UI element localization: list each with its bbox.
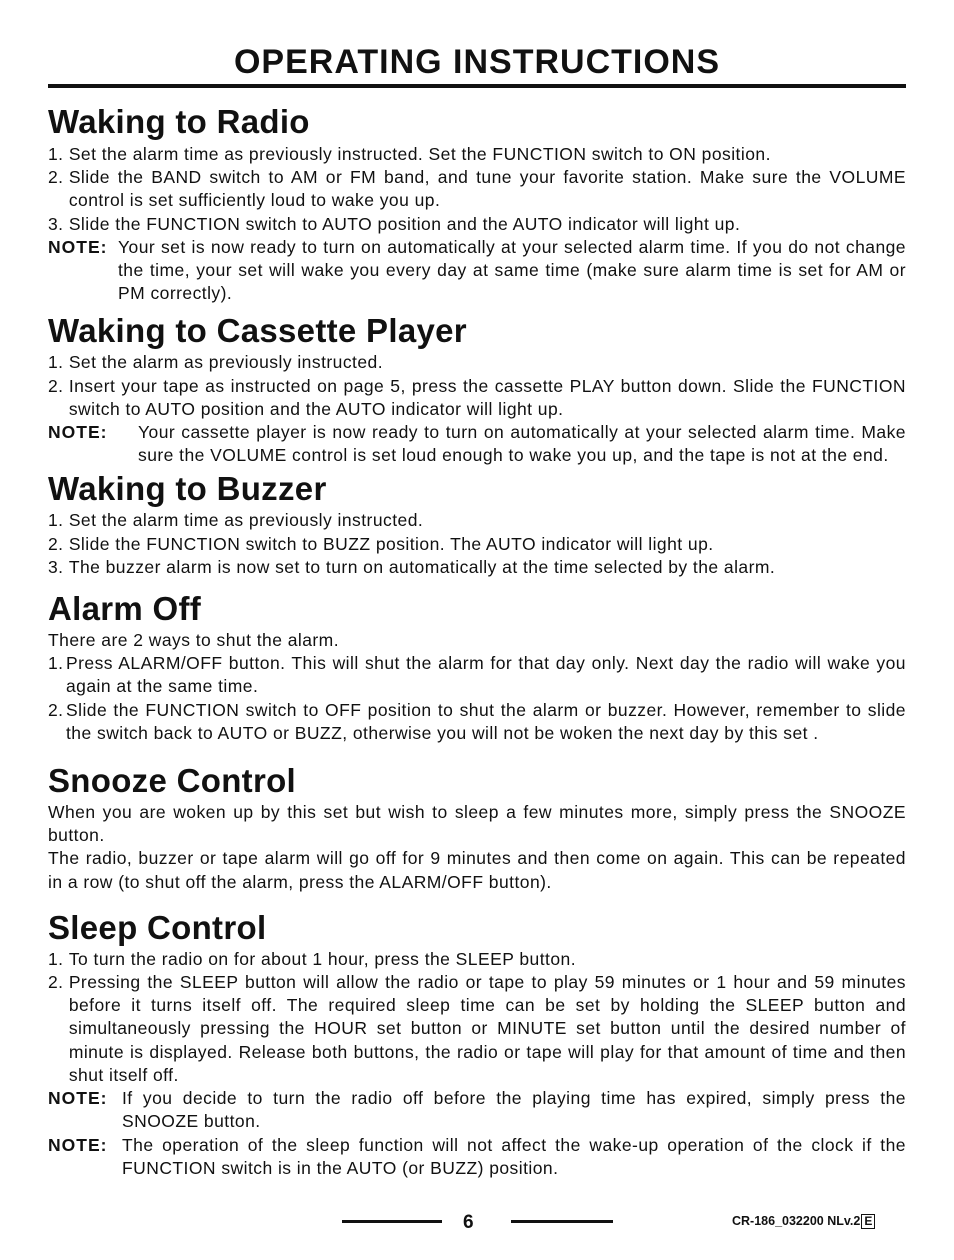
- section-alarm-off: [48, 589, 906, 745]
- list-item: 2. Pressing the SLEEP button will allow the radio or tape to play 59 minutes or 1 hour and 59 minutes before it turns itself off. The required sleep time can be set by holding the SLEEP button and simultaneously pressing the HOUR set button or MINUTE set button until the desired number of minute is displayed. Release both buttons, the radio or tape will play for that amount of time and then shut itself off.: [48, 972, 906, 1085]
- page-title: OPERATING INSTRUCTIONS: [233, 43, 721, 81]
- note: NOTE: The operation of the sleep function will not affect the wake-up operation of the clock if the FUNCTION switch is in the AUTO (or BUZZ) position.: [48, 1134, 906, 1178]
- list-item: 2. Slide the FUNCTION switch to OFF position to shut the alarm or buzzer. However, remember to slide the switch back to AUTO or BUZZ, otherwise you will not be woken the next day by this set .: [48, 699, 906, 743]
- list-item: 2. Insert your tape as instructed on page 5, press the cassette PLAY button down. Slide the FUNCTION switch to AUTO position and the AUTO indicator will light up.: [48, 375, 906, 419]
- footer-rule-right: [511, 1220, 613, 1223]
- paragraph: The radio, buzzer or tape alarm will go off for 9 minutes and then come on again. This can be repeated in a row (to shut off the alarm, press the ALARM/OFF button).: [48, 848, 906, 892]
- list-item: 1. Set the alarm time as previously instructed. Set the FUNCTION switch to ON position.: [48, 144, 771, 164]
- title-rule: [48, 84, 906, 88]
- list-item: 2. Slide the BAND switch to AM or FM band, and tune your favorite station. Make sure the VOLUME control is set sufficiently loud to wake you up.: [48, 167, 906, 211]
- paragraph: When you are woken up by this set but wish to sleep a few minutes more, simply press the SNOOZE button.: [48, 802, 906, 846]
- section-heading: Alarm Off: [48, 590, 202, 628]
- footer-rule-left: [342, 1220, 442, 1223]
- list-item: 1. Press ALARM/OFF button. This will shut the alarm for that day only. Next day the radio will wake you again at the same time.: [48, 653, 906, 697]
- section-sleep-control: [48, 908, 906, 1180]
- page-footer: [0, 1210, 954, 1240]
- section-heading: Snooze Control: [48, 762, 297, 800]
- section-waking-to-radio: [48, 102, 906, 305]
- doc-code: CR-186_032200 NLv.2 E: [732, 1214, 875, 1229]
- section-snooze-control: [48, 761, 906, 894]
- list-item: 1. Set the alarm time as previously instructed.: [48, 510, 424, 531]
- note: NOTE: If you decide to turn the radio off before the playing time has expired, simply press the SNOOZE button.: [48, 1088, 906, 1132]
- intro-text: There are 2 ways to shut the alarm.: [48, 630, 340, 651]
- list-item: 3. Slide the FUNCTION switch to AUTO position and the AUTO indicator will light up.: [48, 213, 741, 234]
- page-number: 6: [463, 1212, 474, 1233]
- list-item: 2. Slide the FUNCTION switch to BUZZ position. The AUTO indicator will light up.: [48, 533, 714, 554]
- section-waking-to-buzzer: [48, 469, 906, 579]
- list-item: 1. To turn the radio on for about 1 hour, press the SLEEP button.: [48, 948, 577, 969]
- list-item: 3. The buzzer alarm is now set to turn on automatically at the time selected by the alarm.: [48, 556, 776, 577]
- section-heading: Waking to Buzzer: [48, 470, 327, 508]
- section-heading: Waking to Cassette Player: [48, 312, 467, 350]
- manual-page: [48, 0, 906, 1180]
- list-item: 1. Set the alarm as previously instructed.: [48, 352, 384, 373]
- note: NOTE: Your set is now ready to turn on automatically at your selected alarm time. If you do not change the time, your set will wake you every day at same time (make sure alarm time is set for AM or PM correctly).: [48, 236, 906, 304]
- note: NOTE: Your cassette player is now ready to turn on automatically at your selected alarm time. Make sure the VOLUME control is set loud enough to wake you up, and the tape is not at the end.: [48, 422, 906, 466]
- section-heading: Waking to Radio: [48, 103, 310, 140]
- language-box: E: [861, 1214, 875, 1229]
- section-waking-to-cassette: [48, 311, 906, 467]
- section-heading: Sleep Control: [48, 908, 267, 946]
